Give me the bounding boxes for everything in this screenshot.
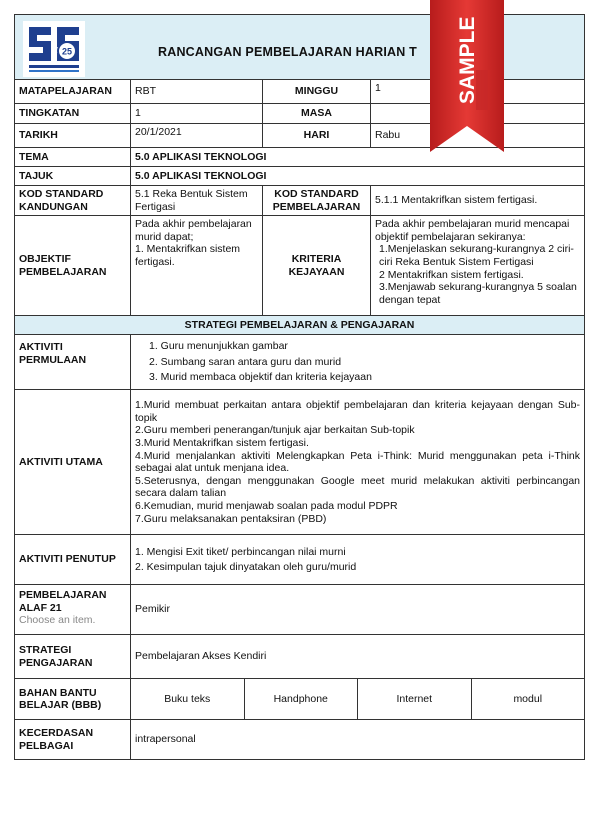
objective-label: OBJEKTIF PEMBELAJARAN — [15, 216, 131, 316]
topic-value: 5.0 APLIKASI TEKNOLOGI — [131, 167, 585, 186]
starter-activity-list — [149, 340, 580, 384]
list-item: 1. Guru menunjukkan gambar — [149, 340, 288, 353]
subject-value: RBT — [131, 80, 263, 104]
week-label: MINGGU — [263, 80, 371, 104]
level-value: 1 — [131, 104, 263, 124]
intelligence-value: intrapersonal — [131, 720, 585, 760]
intelligence-label: KECERDASAN PELBAGAI — [15, 720, 131, 760]
subject-label: MATAPELAJARAN — [15, 80, 131, 104]
materials-label: BAHAN BANTU BELAJAR (BBB) — [15, 679, 131, 720]
logo-number: 25 — [61, 46, 73, 57]
week-value: 1 — [371, 80, 585, 104]
theme-label: TEMA — [15, 148, 131, 167]
school-logo — [23, 21, 85, 77]
page-title: RANCANGAN PEMBELAJARAN HARIAN T — [158, 45, 417, 59]
material-item: modul — [513, 692, 543, 705]
topic-label: TAJUK — [15, 167, 131, 186]
list-item: 3.Menjawab sekurang-kurangnya 5 soalan dengan tepat — [379, 281, 577, 306]
list-item: 2. Kesimpulan tajuk dinyatakan oleh guru/murid — [135, 561, 357, 574]
pa21-value: Pemikir — [131, 585, 585, 635]
list-item: 6.Kemudian, murid menjawab soalan pada modul PDPR — [135, 499, 398, 512]
criteria-intro: Pada akhir pembelajaran murid mencapai objektif pembelajaran sekiranya: — [375, 218, 570, 243]
list-item: 1.Menjelaskan sekurang-kurangnya 2 ciri-ciri Reka Bentuk Sistem Fertigasi — [379, 243, 574, 268]
closing-activity-cell — [131, 535, 585, 585]
teaching-strategy-value: Pembelajaran Akses Kendiri — [131, 635, 585, 679]
learning-standard-label: KOD STANDARD PEMBELAJARAN — [263, 186, 371, 216]
main-activity-list — [135, 399, 580, 525]
theme-value: 5.0 APLIKASI TEKNOLOGI — [131, 148, 585, 167]
list-item: 1.Murid membuat perkaitan antara objektif pembelajaran dan kriteria kejayaan dengan Sub-topik — [135, 399, 580, 424]
learning-standard-value: 5.1.1 Mentakrifkan sistem fertigasi. — [371, 186, 585, 216]
sample-watermark — [430, 0, 504, 152]
strategy-heading: STRATEGI PEMBELAJARAN & PENGAJARAN — [15, 316, 585, 335]
day-value: Rabu — [371, 124, 585, 148]
pa21-dropdown[interactable]: Choose an item. — [19, 614, 96, 627]
objective-value: Pada akhir pembelajaran murid dapat; 1. Mentakrifkan sistem fertigasi. — [131, 216, 263, 316]
material-item: Buku teks — [131, 679, 245, 719]
closing-activity-list — [135, 546, 580, 574]
date-label: TARIKH — [15, 124, 131, 148]
date-value: 20/1/2021 — [131, 124, 263, 148]
list-item: 5.Seterusnya, dengan menggunakan Google meet murid melakukan aktiviti perbincangan secara dalam talian — [135, 474, 580, 500]
pa21-cell — [15, 585, 131, 635]
closing-activity-label: AKTIVITI PENUTUP — [15, 535, 131, 585]
content-standard-value: 5.1 Reka Bentuk Sistem Fertigasi — [131, 186, 263, 216]
sample-text: SAMPLE — [456, 16, 479, 104]
list-item: 2. Sumbang saran antara guru dan murid — [149, 355, 342, 368]
list-item: 2 Mentakrifkan sistem fertigasi. — [379, 268, 524, 281]
pa21-label: PEMBELAJARAN ALAF 21 — [19, 589, 107, 614]
level-label: TINGKATAN — [15, 104, 131, 124]
starter-activity-cell — [131, 335, 585, 390]
list-item: 2.Guru memberi penerangan/tunjuk ajar berkaitan Sub-topik — [135, 424, 415, 437]
list-item: 3.Murid Mentakrifkan sistem fertigasi. — [135, 437, 309, 449]
criteria-cell — [371, 216, 585, 316]
criteria-label: KRITERIA KEJAYAAN — [263, 216, 371, 316]
list-item: 3. Murid membaca objektif dan kriteria kejayaan — [149, 371, 372, 384]
list-item: 7.Guru melaksanakan pentaksiran (PBD) — [135, 512, 327, 525]
material-item: Handphone — [245, 679, 359, 719]
teaching-strategy-label: STRATEGI PENGAJARAN — [15, 635, 131, 679]
time-label: MASA — [263, 104, 371, 124]
materials-cell — [131, 679, 585, 720]
main-activity-label: AKTIVITI UTAMA — [15, 390, 131, 535]
starter-activity-label: AKTIVITI PERMULAAN — [15, 335, 131, 390]
main-activity-cell — [131, 390, 585, 535]
day-label: HARI — [263, 124, 371, 148]
material-item: Internet — [358, 679, 472, 719]
list-item: 1. Mengisi Exit tiket/ perbincangan nilai murni — [135, 545, 346, 558]
content-standard-label: KOD STANDARD KANDUNGAN — [15, 186, 131, 216]
criteria-list — [375, 243, 580, 306]
list-item: 4.Murid menjalankan aktiviti Melengkapkan Peta i-Think: Murid menggunakan peta i-Think sebagai alat untuk menjana idea. — [135, 449, 580, 475]
